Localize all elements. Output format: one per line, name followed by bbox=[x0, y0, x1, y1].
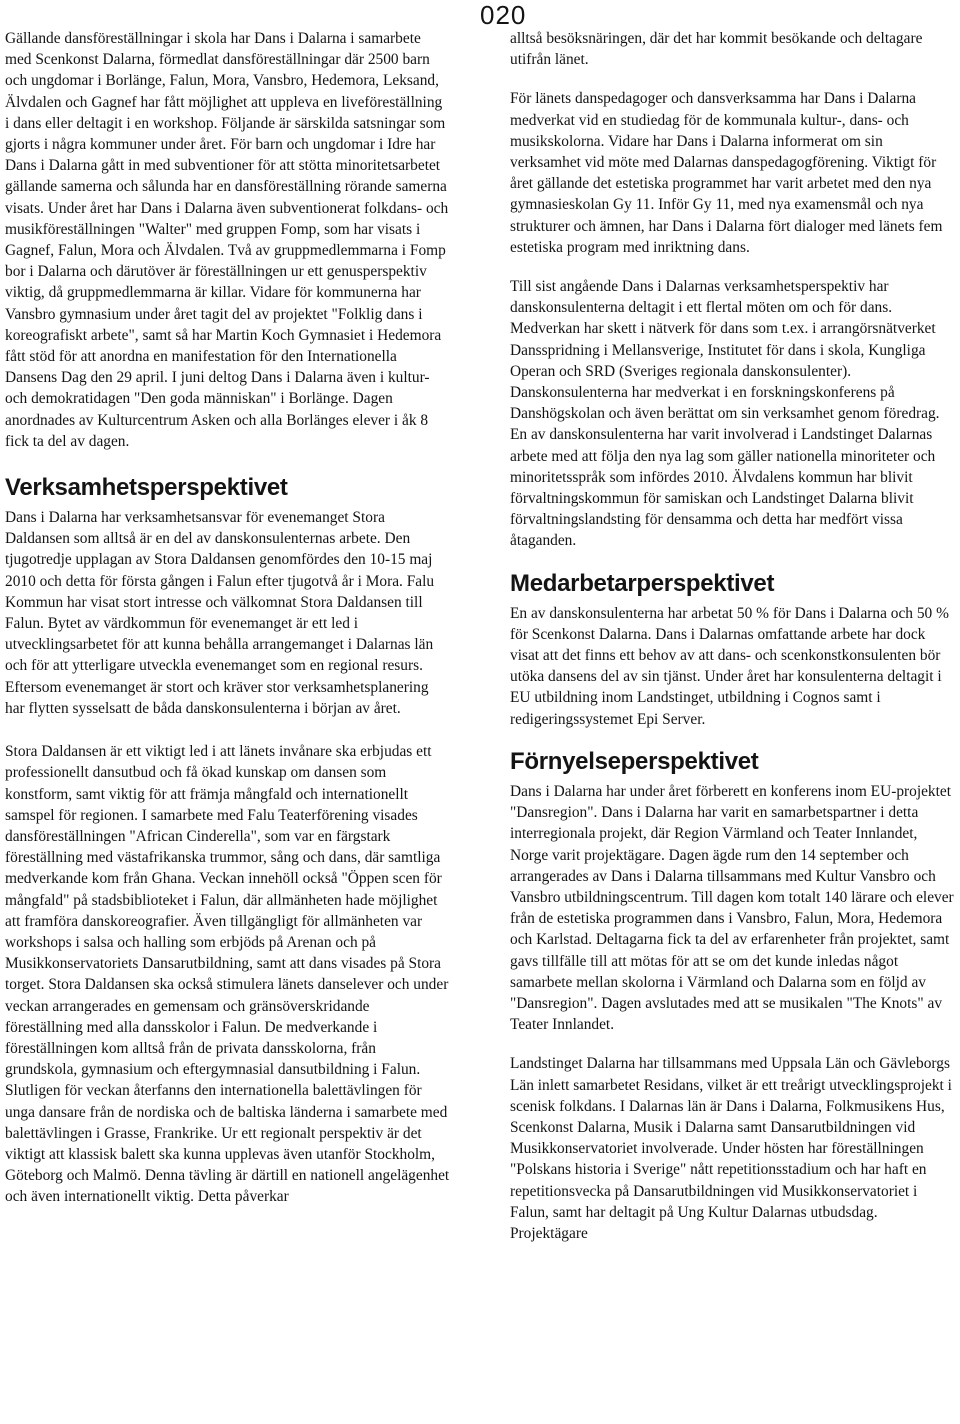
paragraph-continuation: alltså besöksnäringen, där det har kommit besökande och deltagare utifrån länet. bbox=[510, 30, 923, 69]
paragraph-dansregion: Dans i Dalarna har under året förberett en konferens inom EU-projektet "Dansregion". Dans i Dalarna har varit en samarbetspartner i detta interregionala projekt, där Region Värmland och Teater Innlandet, Norge varit projektägare. Dagen ägde rum den 14 september och arrangerades av Dans i Dalarna tillsammans med Kultur Vansbro och Vansbro utbildningscentrum. Till dagen kom totalt 140 lärare och elever från de estetiska programmen dans i Vansbro, Falun, Mora, Hedemora och Karlstad. Deltagarna fick ta del av erfarenheter från projektet, samt gavs tillfälle till att mötas för att se om det kunde inledas något samarbete mellan skolorna i Värmland och Dalarna som en följd av "Dansregion". Dagen avslutades med att se musikalen "The Knots" av Teater Innlandet. bbox=[510, 782, 954, 1034]
right-column bbox=[510, 28, 955, 1244]
heading-medarbetarperspektivet: Medarbetarperspektivet bbox=[510, 569, 775, 597]
paragraph-residans: Landstinget Dalarna har tillsammans med Uppsala Län och Gävleborgs Län inlett samarbetet Residans, vilket är ett treårigt utvecklingsprojekt i scenisk folkdans. I Dalarnas län är Dans i Dalarna, Folkmusikens Hus, Scenkonst Dalarna, Musik i Dalarna samt Dansarutbildningen vid Musikkonservatoriet involverade. Under hösten har föreställningen "Polskans historia i Sverige" nått repetitionsstadium och har haft en repetitionsvecka på Dansarutbildningen vid Musikkonservatoriet i Falun, samt har deltagit på Ung Kultur Dalarnas utbudsdag. Projektägare bbox=[510, 1055, 952, 1242]
paragraph-networks: Till sist angående Dans i Dalarnas verksamhetsperspektiv har danskonsulenterna deltagit i ett flertal möten om och för dans. Medverkan har skett i nätverk för dans som t.ex. i arrangörsnätverket Dansspridning i Mellansverige, Institutet för dans i skola, Kungliga Operan och SRD (Sveriges regionala danskonsulenter). Danskonsulenterna har medverkat i en forskningskonferens på Danshögskolan och även berättat om sin verksamhet genom föredrag. En av danskonsulenterna har varit involverad i Landstinget Dalarnas arbete med att följa den nya lag som gäller nationella minoriteter och minoritetsspråk som infördes 2010. Älvdalens kommun har blivit förvaltningskommun för samiskan och Landstinget Dalarna blivit förvaltningslandsting för densamma och detta har medfört vissa åtaganden. bbox=[510, 278, 940, 550]
paragraph-stora-daldansen-program: Stora Daldansen är ett viktigt led i att länets invånare ska erbjudas ett professionellt dansutbud och få ökad kunskap om dansen som konstform, samt viktig för att främja mångfald och internationellt samspel för regionen. I samarbete med Falu Teaterförening visades dansföreställningen "African Cinderella", som var en färgstark föreställning med västafrikanska trummor, sång och dans, där samtliga medverkande kom från Ghana. Veckan innehöll också "Öppen scen för mångfald" på stadsbiblioteket i Falun, där allmänheten hade möjlighet att framföra danskoreografier. Även tillgängligt för allmänheten var workshops i salsa och halling som erbjöds på Arenan och på Musikkonservatoriets Dansarutbildning, samt att dans visades på Stora torget. Stora Daldansen ska också stimulera länets danselever och under veckan arrangerades en gemensam och gränsöverskridande föreställning med alla dansskolor i Falun. De medverkande i föreställningen kom alltså från de privata dansskolorna, från grundskola, gymnasium och eftergymnasial dansutbildning i Falun. Slutligen för veckan återfanns den internationella balettävlingen för unga dansare från de nordiska och de baltiska länderna i samarbete med balettävlingen i Grasse, Frankrike. Ur ett regionalt perspektiv är det viktigt att klassisk balett ska kunna upplevas även utanför Stockholm, Göteborg och Malmö. Denna tävling är därtill en nationell angelägenhet och även internationellt viktig. Detta påverkar bbox=[5, 743, 450, 1206]
paragraph-stora-daldansen: Dans i Dalarna har verksamhetsansvar för evenemanget Stora Daldansen som alltså är en del av danskonsulenternas arbete. Den tjugotredje upplagan av Stora Daldansen genomfördes den 10-15 maj 2010 och detta för första gången i Falun efter tjugotvå år i Mora. Falu Kommun har visat stort intresse och välkomnat Stora Daldansen till Falun. Bytet av värdkommun för evenemanget är ett led i utvecklingsarbetet för att kunna behålla arrangemanget i Dalarnas län och för att ytterligare utveckla evenemanget som en regional resurs. Eftersom evenemanget är stort och kräver stor verksamhetsplanering har flytten sysselsatt de båda danskonsulenterna i början av året. bbox=[5, 509, 435, 717]
paragraph-danspedagoger: För länets danspedagoger och dansverksamma har Dans i Dalarna medverkat vid en studiedag för de kommunala kultur-, dans- och musikskolorna. Vidare har Dans i Dalarna informerat om sin verksamhet vid möte med Dalarnas danspedagogförening. Viktigt för året gällande det estetiska programmet har varit arbetet med den nya gymnasieskolan Gy 11. Inför Gy 11, med nya examensmål och nya strukturer och ämnen, har Dans i Dalarna fört dialoger med länets fem estetiska program med inriktning dans. bbox=[510, 90, 943, 256]
heading-fornyelseperspektivet: Förnyelseperspektivet bbox=[510, 747, 759, 775]
paragraph-staff: En av danskonsulenterna har arbetat 50 % för Dans i Dalarna och 50 % för Scenkonst Dalarna. Dans i Dalarnas omfattande arbete har dock visat att det finns ett behov av att dans- och scenkonstkonsulenten bör utöka dansens del av sin tjänst. Under året har konsulenterna deltagit i EU utbildning inom Landstinget, utbildning i Cognos samt i redigeringssystemet Epi Server. bbox=[510, 604, 949, 728]
left-column bbox=[5, 28, 450, 1208]
paragraph-school-performances: Gällande dansföreställningar i skola har Dans i Dalarna i samarbete med Scenkonst Dalarna, förmedlat dansföreställningar där 2500 barn och ungdomar i Borlänge, Falun, Mora, Vansbro, Hedemora, Leksand, Älvdalen och Gagnef har fått möjlighet att uppleva en liveföreställning i dans eller deltagit i en workshop. Följande är särskilda satsningar som gjorts i några kommuner under året. För barn och ungdomar i Idre har Dans i Dalarna gått in med subventioner för att stötta minoritetsarbetet gällande samerna och sålunda har en dansföreställning rörande samerna visats. Under året har Dans i Dalarna även subventionerat folkdans- och musikföreställningen "Walter" med gruppen Fomp, som har visats i Gagnef, Falun, Mora och Älvdalen. Två av gruppmedlemmarna i Fomp bor i Dalarna och därutöver är föreställningen ur ett genusperspektiv viktig, då gruppmedlemmarna är killar. Vidare för kommunerna har Vansbro gymnasium under året tagit del av projektet "Folklig dans i koreografiskt arbete", samt så har Martin Koch Gymnasiet i Hedemora fått stöd för att anordna en manifestation för den Internationella Dansens Dag den 29 april. I juni deltog Dans i Dalarna även i kultur- och demokratidagen "Den goda människan" i Borlänge. Dagen anordnades av Kulturcentrum Asken och alla Borlänges elever i åk 8 fick ta del av dagen. bbox=[5, 30, 449, 450]
heading-verksamhetsperspektivet: Verksamhetsperspektivet bbox=[5, 474, 288, 502]
page-number: 020 bbox=[480, 0, 527, 30]
